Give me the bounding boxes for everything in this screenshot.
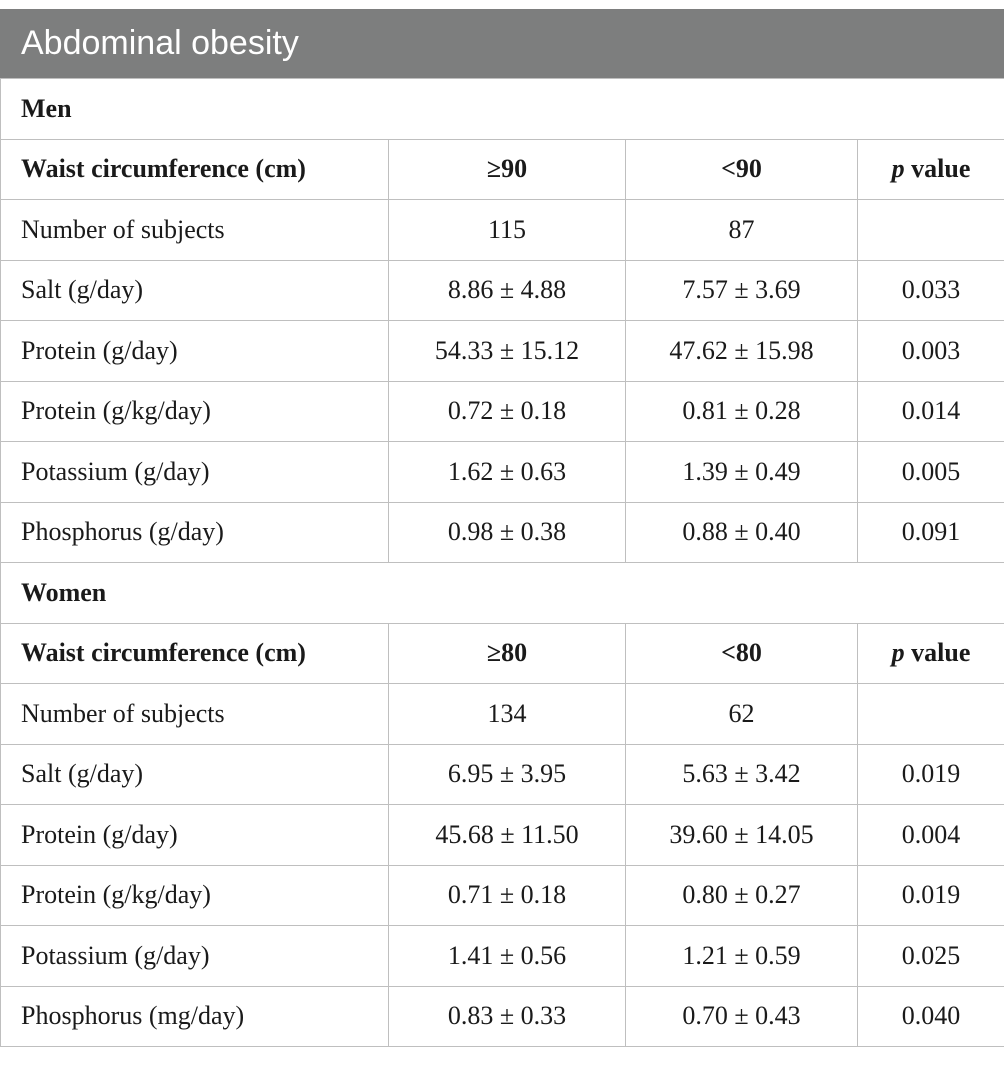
cell-group2: 39.60 ± 14.05 xyxy=(626,805,858,866)
row-label: Salt (g/day) xyxy=(1,744,389,805)
cell-group1: 1.41 ± 0.56 xyxy=(389,926,626,987)
row-label: Protein (g/kg/day) xyxy=(1,865,389,926)
cell-group1: 0.83 ± 0.33 xyxy=(389,986,626,1047)
cell-p-value: 0.005 xyxy=(858,442,1004,503)
row-label: Protein (g/day) xyxy=(1,321,389,382)
table-row xyxy=(1,381,1004,442)
cell-p-value: 0.003 xyxy=(858,321,1004,382)
cell-group2: 0.70 ± 0.43 xyxy=(626,986,858,1047)
column-header-p-value xyxy=(858,139,1004,200)
row-label: Salt (g/day) xyxy=(1,260,389,321)
table-row xyxy=(1,744,1004,805)
column-header-label: Waist circumference (cm) xyxy=(1,623,389,684)
table-title: Abdominal obesity xyxy=(21,24,299,62)
row-label: Phosphorus (g/day) xyxy=(1,502,389,563)
cell-group1: 0.72 ± 0.18 xyxy=(389,381,626,442)
cell-group1: 0.71 ± 0.18 xyxy=(389,865,626,926)
cell-group2: 87 xyxy=(626,200,858,261)
cell-group2: 0.80 ± 0.27 xyxy=(626,865,858,926)
cell-group1: 54.33 ± 15.12 xyxy=(389,321,626,382)
row-label: Potassium (g/day) xyxy=(1,442,389,503)
cell-group1: 6.95 ± 3.95 xyxy=(389,744,626,805)
table-row xyxy=(1,200,1004,261)
table-row xyxy=(1,805,1004,866)
table-title-bar xyxy=(0,9,1004,78)
column-header-group1: ≥90 xyxy=(389,139,626,200)
section-row-women xyxy=(1,563,1004,624)
column-header-group2: <80 xyxy=(626,623,858,684)
cell-p-value xyxy=(858,684,1004,745)
column-header-group1: ≥80 xyxy=(389,623,626,684)
cell-group2: 1.39 ± 0.49 xyxy=(626,442,858,503)
column-header-p-value xyxy=(858,623,1004,684)
table-row xyxy=(1,926,1004,987)
section-row-men xyxy=(1,79,1004,140)
p-value-suffix: value xyxy=(904,154,971,184)
column-header-row-women xyxy=(1,623,1004,684)
row-label: Number of subjects xyxy=(1,684,389,745)
cell-group2: 62 xyxy=(626,684,858,745)
row-label: Number of subjects xyxy=(1,200,389,261)
cell-p-value: 0.091 xyxy=(858,502,1004,563)
p-italic: p xyxy=(891,154,905,184)
row-label: Protein (g/day) xyxy=(1,805,389,866)
cell-group2: 0.88 ± 0.40 xyxy=(626,502,858,563)
cell-p-value: 0.004 xyxy=(858,805,1004,866)
cell-group2: 5.63 ± 3.42 xyxy=(626,744,858,805)
row-label: Protein (g/kg/day) xyxy=(1,381,389,442)
column-header-row-men xyxy=(1,139,1004,200)
table-row xyxy=(1,442,1004,503)
cell-group1: 8.86 ± 4.88 xyxy=(389,260,626,321)
p-value-suffix: value xyxy=(904,638,971,668)
table-row xyxy=(1,260,1004,321)
column-header-group2: <90 xyxy=(626,139,858,200)
section-label-men: Men xyxy=(1,79,1004,140)
cell-group1: 1.62 ± 0.63 xyxy=(389,442,626,503)
column-header-label: Waist circumference (cm) xyxy=(1,139,389,200)
cell-group2: 47.62 ± 15.98 xyxy=(626,321,858,382)
cell-p-value: 0.014 xyxy=(858,381,1004,442)
section-label-women: Women xyxy=(1,563,1004,624)
cell-group2: 1.21 ± 0.59 xyxy=(626,926,858,987)
cell-p-value xyxy=(858,200,1004,261)
table-row xyxy=(1,502,1004,563)
cell-p-value: 0.033 xyxy=(858,260,1004,321)
row-label: Potassium (g/day) xyxy=(1,926,389,987)
cell-group1: 134 xyxy=(389,684,626,745)
cell-group2: 7.57 ± 3.69 xyxy=(626,260,858,321)
table-row xyxy=(1,986,1004,1047)
cell-p-value: 0.025 xyxy=(858,926,1004,987)
cell-p-value: 0.040 xyxy=(858,986,1004,1047)
table-row xyxy=(1,684,1004,745)
table-row xyxy=(1,865,1004,926)
cell-p-value: 0.019 xyxy=(858,744,1004,805)
cell-group2: 0.81 ± 0.28 xyxy=(626,381,858,442)
p-italic: p xyxy=(891,638,905,668)
cell-group1: 45.68 ± 11.50 xyxy=(389,805,626,866)
cell-group1: 0.98 ± 0.38 xyxy=(389,502,626,563)
cell-p-value: 0.019 xyxy=(858,865,1004,926)
row-label: Phosphorus (mg/day) xyxy=(1,986,389,1047)
data-table xyxy=(0,78,1004,1047)
table-row xyxy=(1,321,1004,382)
cell-group1: 115 xyxy=(389,200,626,261)
